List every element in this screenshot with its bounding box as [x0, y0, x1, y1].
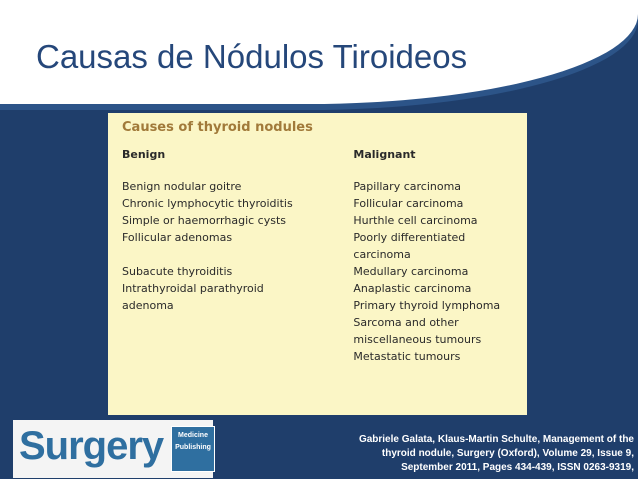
table-columns	[122, 146, 513, 365]
malignant-item: carcinoma	[353, 248, 411, 261]
malignant-item: Papillary carcinoma	[353, 180, 462, 193]
surgery-logo	[13, 420, 213, 478]
benign-item: Subacute thyroiditis	[122, 265, 233, 278]
citation-text: Gabriele Galata, Klaus-Martin Schulte, Management of the thyroid nodule, Surgery (Oxford), Volume 29, Issue 9, September 2011, Pages 434-439, ISSN 0263-9319,	[358, 434, 634, 473]
benign-item: adenoma	[122, 299, 174, 312]
malignant-item: Primary thyroid lymphoma	[353, 299, 501, 312]
badge-line-1: Medicine	[178, 432, 208, 439]
benign-item: Benign nodular goitre	[122, 180, 242, 193]
malignant-item: Poorly differentiated	[353, 231, 466, 244]
benign-item: Follicular adenomas	[122, 231, 233, 244]
malignant-item: miscellaneous tumours	[353, 333, 482, 346]
benign-header: Benign	[122, 148, 166, 161]
malignant-item: Follicular carcinoma	[353, 197, 464, 210]
benign-item: Simple or haemorrhagic cysts	[122, 214, 287, 227]
benign-item: Intrathyroidal parathyroid	[122, 282, 264, 295]
malignant-item: Anaplastic carcinoma	[353, 282, 472, 295]
malignant-item: Metastatic tumours	[353, 350, 461, 363]
benign-item: Chronic lymphocytic thyroiditis	[122, 197, 293, 210]
malignant-header: Malignant	[353, 148, 416, 161]
slide-title: Causas de Nódulos Tiroideos	[36, 38, 468, 75]
causes-table	[108, 113, 527, 415]
group-spacer	[122, 246, 353, 263]
malignant-item: Medullary carcinoma	[353, 265, 469, 278]
medicine-publishing-badge	[171, 426, 215, 472]
benign-column	[122, 146, 353, 365]
badge-line-2: Publishing	[175, 444, 211, 451]
table-heading: Causes of thyroid nodules	[122, 120, 313, 135]
malignant-item: Hurthle cell carcinoma	[353, 214, 478, 227]
logo-wordmark: Surgery	[19, 424, 164, 468]
malignant-column	[353, 146, 513, 365]
malignant-item: Sarcoma and other	[353, 316, 459, 329]
